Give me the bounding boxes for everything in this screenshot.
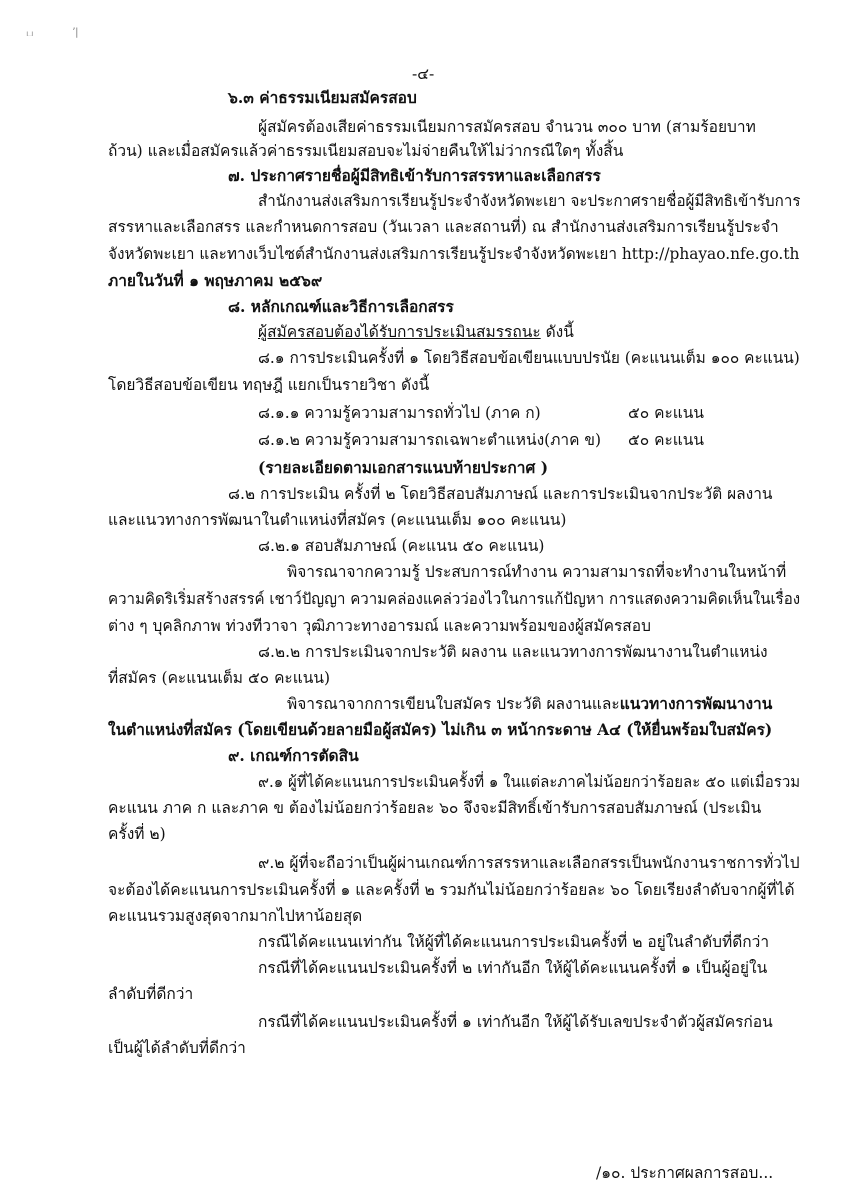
item-9-2-line-3: คะแนนรวมสูงสุดจากมากไปหาน้อยสุด xyxy=(108,907,363,925)
item-8-2-1: ๘.๒.๑ สอบสัมภาษณ์ (คะแนน ๕๐ คะแนน) xyxy=(258,537,545,555)
item-8-1-1: ๘.๑.๑ ความรู้ความสามารถทั่วไป (ภาค ก) xyxy=(258,404,541,422)
item-8-2-2-line-2: ที่สมัคร (คะแนนเต็ม ๕๐ คะแนน) xyxy=(108,669,330,687)
item-8-2-2-line-1: ๘.๒.๒ การประเมินจากประวัติ ผลงาน และแนวทางการพัฒนางานในตำแหน่ง xyxy=(258,643,768,661)
section-7-announcement-date: ภายในวันที่ ๑ พฤษภาคม ๒๕๖๙ xyxy=(108,271,323,290)
tie-case-1: กรณีได้คะแนนเท่ากัน ให้ผู้ที่ได้คะแนนการประเมินครั้งที่ ๒ อยู่ในลำดับที่ดีกว่า xyxy=(258,933,770,951)
item-8-2-1-desc-1: พิจารณาจากความรู้ ประสบการณ์ทำงาน ความสามารถที่จะทำงานในหน้าที่ xyxy=(287,563,787,581)
item-8-2-2-desc-1-plain: พิจารณาจากการเขียนใบสมัคร ประวัติ ผลงานและ xyxy=(287,695,620,713)
item-8-2-1-desc-3: ต่าง ๆ บุคลิกภาพ ท่วงทีวาจา วุฒิภาวะทางอารมณ์ และความพร้อมของผู้สมัครสอบ xyxy=(108,617,651,635)
page-number: -๔- xyxy=(412,65,435,83)
item-8-2-2-desc-1-bold: แนวทางการพัฒนางาน xyxy=(619,694,773,713)
item-9-1-line-1: ๙.๑ ผู้ที่ได้คะแนนการประเมินครั้งที่ ๑ ในแต่ละภาคไม่น้อยกว่าร้อยละ ๕๐ แต่เมื่อรวม xyxy=(258,773,801,791)
item-8-2-line-1: ๘.๒ การประเมิน ครั้งที่ ๒ โดยวิธีสอบสัมภาษณ์ และการประเมินจากประวัติ ผลงาน xyxy=(228,485,773,503)
section-7-line-1: สำนักงานส่งเสริมการเรียนรู้ประจำจังหวัดพะเยา จะประกาศรายชื่อผู้มีสิทธิเข้ารับการ xyxy=(258,192,801,210)
section-6-3-line-2: ถ้วน) และเมื่อสมัครแล้วค่าธรรมเนียมสอบจะไม่จ่ายคืนให้ไม่ว่ากรณีใดๆ ทั้งสิ้น xyxy=(108,142,624,160)
item-8-1-1-score: ๕๐ คะแนน xyxy=(628,404,704,422)
section-9-heading: ๙. เกณฑ์การตัดสิน xyxy=(228,746,359,765)
item-8-1-2-score: ๕๐ คะแนน xyxy=(628,431,704,449)
section-7-line-2: สรรหาและเลือกสรร และกำหนดการสอบ (วันเวลา และสถานที่) ณ สำนักงานส่งเสริมการเรียนรู้ประจำ xyxy=(108,218,779,236)
scan-mark-left: ப xyxy=(26,28,34,39)
item-8-1-2: ๘.๑.๒ ความรู้ความสามารถเฉพาะตำแหน่ง(ภาค ข) xyxy=(258,431,602,449)
footer-continuation: /๑๐. ประกาศผลการสอบ... xyxy=(596,1164,774,1182)
section-7-heading: ๗. ประกาศรายชื่อผู้มีสิทธิเข้ารับการสรรหาและเลือกสรร xyxy=(228,166,601,185)
section-6-3-line-1: ผู้สมัครต้องเสียค่าธรรมเนียมการสมัครสอบ จำนวน ๓๐๐ บาท (สามร้อยบาท xyxy=(258,118,756,136)
tie-case-3-line-2: เป็นผู้ได้ลำดับที่ดีกว่า xyxy=(108,1039,246,1057)
item-8-1-line-1: ๘.๑ การประเมินครั้งที่ ๑ โดยวิธีสอบข้อเขียนแบบปรนัย (คะแนนเต็ม ๑๐๐ คะแนน) xyxy=(258,349,800,367)
section-7-line-3: จังหวัดพะเยา และทางเว็บไซต์สำนักงานส่งเสริมการเรียนรู้ประจำจังหวัดพะเยา http://phayao.nfe.go.th xyxy=(108,245,800,263)
item-8-1-line-2: โดยวิธีสอบข้อเขียน ทฤษฎี แยกเป็นรายวิชา ดังนี้ xyxy=(108,376,430,394)
item-8-2-2-desc-1 xyxy=(287,693,772,715)
item-9-1-line-2: คะแนน ภาค ก และภาค ข ต้องไม่น้อยกว่าร้อยละ ๖๐ จึงจะมีสิทธิ์เข้ารับการสอบสัมภาษณ์ (ประเมิน xyxy=(108,799,762,817)
scan-mark-right: ʼ| xyxy=(72,27,79,38)
item-9-2-line-2: จะต้องได้คะแนนการประเมินครั้งที่ ๑ และครั้งที่ ๒ รวมกันไม่น้อยกว่าร้อยละ ๖๐ โดยเรียงลำดับจากผู้ที่ได้ xyxy=(108,881,795,899)
section-8-subheading-underlined: ผู้สมัครสอบต้องได้รับการประเมินสมรรถนะ xyxy=(258,323,541,341)
tie-case-2-line-2: ลำดับที่ดีกว่า xyxy=(108,985,194,1003)
item-8-2-line-2: และแนวทางการพัฒนาในตำแหน่งที่สมัคร (คะแนนเต็ม ๑๐๐ คะแนน) xyxy=(108,511,567,529)
section-8-subheading-tail: ดังนี้ xyxy=(540,323,574,341)
item-9-1-line-3: ครั้งที่ ๒) xyxy=(108,825,166,843)
item-8-2-2-desc-2: ในตำแหน่งที่สมัคร (โดยเขียนด้วยลายมือผู้สมัคร) ไม่เกิน ๓ หน้ากระดาษ A๔ (ให้ยื่นพร้อมใบสมัคร) xyxy=(108,720,773,739)
section-6-3-heading: ๖.๓ ค่าธรรมเนียมสมัครสอบ xyxy=(228,88,417,107)
tie-case-2-line-1: กรณีที่ได้คะแนนประเมินครั้งที่ ๒ เท่ากันอีก ให้ผู้ได้คะแนนครั้งที่ ๑ เป็นผู้อยู่ใน xyxy=(258,959,768,977)
section-8-heading: ๘. หลักเกณฑ์และวิธีการเลือกสรร xyxy=(228,297,454,316)
tie-case-3-line-1: กรณีที่ได้คะแนนประเมินครั้งที่ ๑ เท่ากันอีก ให้ผู้ได้รับเลขประจำตัวผู้สมัครก่อน xyxy=(258,1013,773,1031)
item-8-2-1-desc-2: ความคิดริเริ่มสร้างสรรค์ เชาว์ปัญญา ความคล่องแคล่วว่องไวในการแก้ปัญหา การแสดงความคิดเห็นในเรื่อง xyxy=(108,590,801,608)
item-9-2-line-1: ๙.๒ ผู้ที่จะถือว่าเป็นผู้ผ่านเกณฑ์การสรรหาและเลือกสรรเป็นพนักงานราชการทั่วไป xyxy=(258,854,800,872)
section-8-subheading xyxy=(258,321,574,343)
details-note: (รายละเอียดตามเอกสารแนบท้ายประกาศ ) xyxy=(258,458,549,477)
